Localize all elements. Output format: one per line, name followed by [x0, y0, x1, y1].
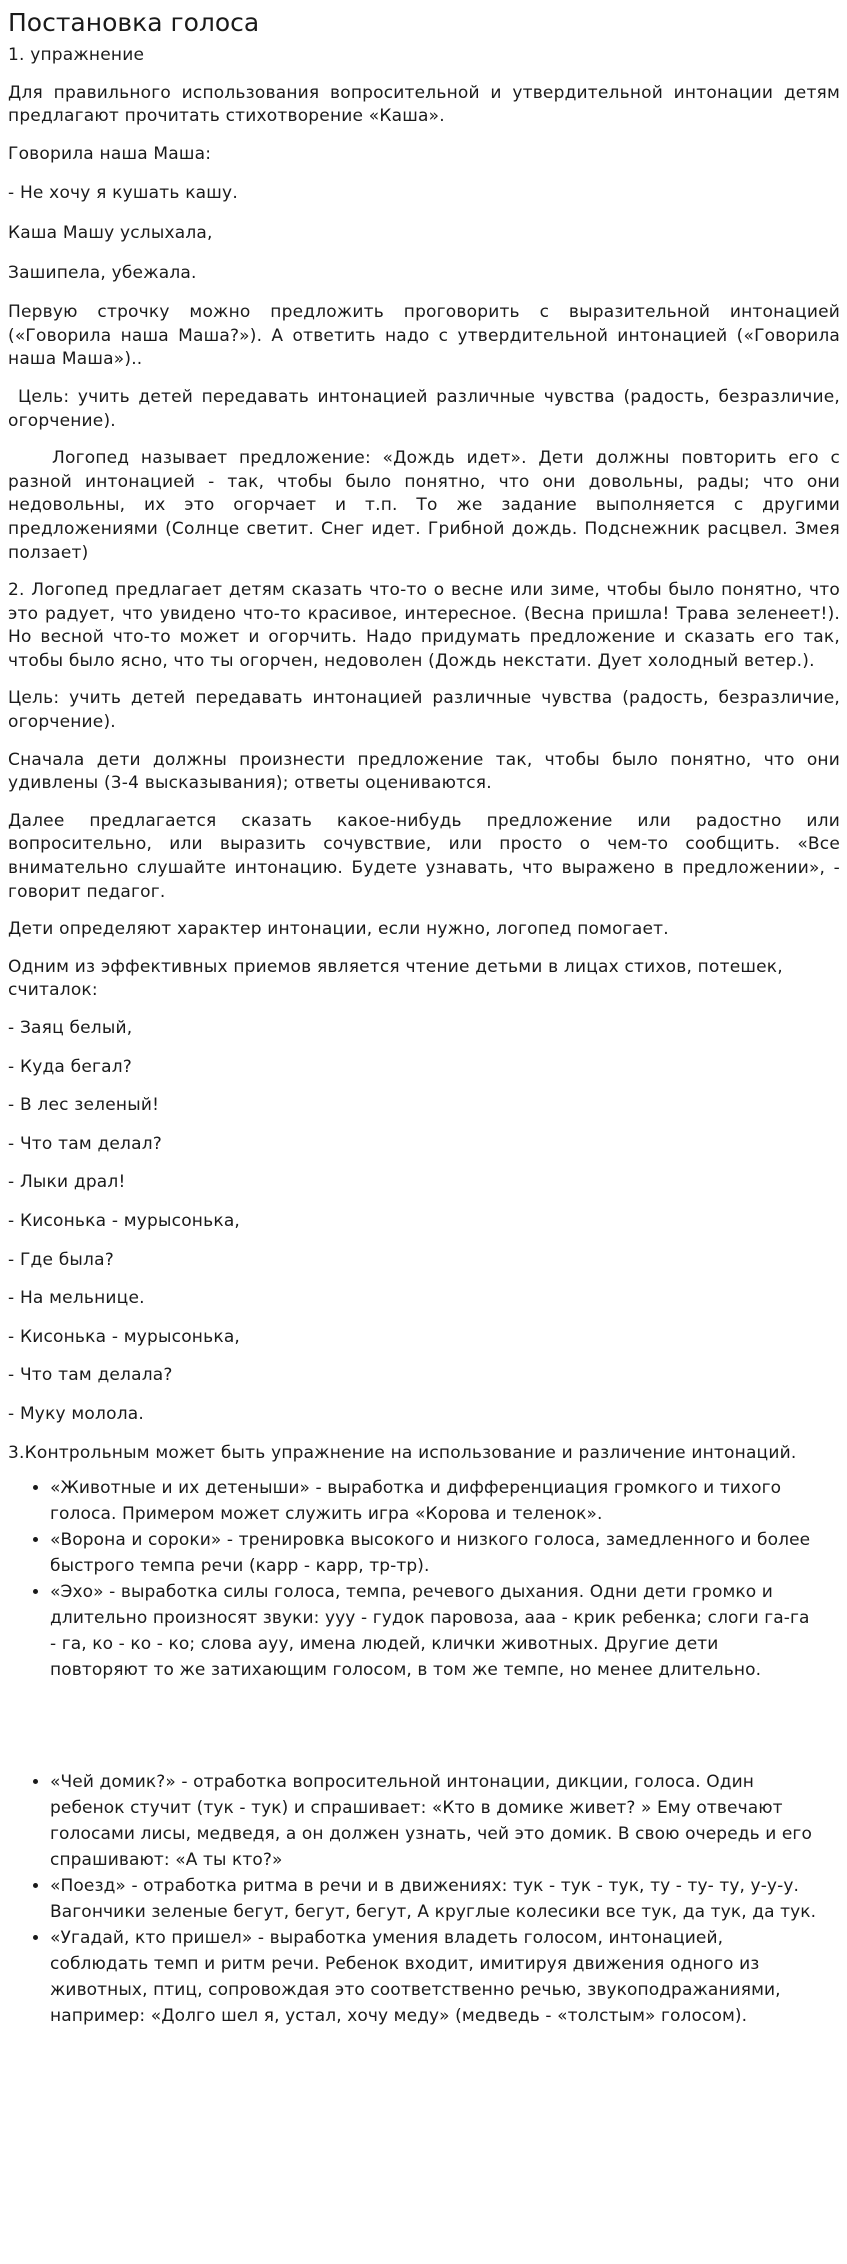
rhyme-line: - Лыки драл! — [8, 1172, 126, 1193]
rhyme-line: - Что там делал? — [8, 1133, 163, 1154]
list-item: • «Поезд» - отработка ритма в речи и в движениях: тук - тук - тук, ту - ту- ту, у-у-у. Вагончики зеленые бегут, бегут, бегут, А круглые колесики все тук, да тук, да тук. — [50, 1873, 820, 1925]
exercise-3-paragraph: 3.Контрольным может быть упражнение на использование и различение интонаций. — [8, 1442, 797, 1463]
paragraph: Одним из эффективных приемов является чтение детьми в лицах стихов, потешек, считалок: — [8, 956, 783, 1001]
paragraph: Дети определяют характер интонации, если нужно, логопед помогает. — [8, 919, 669, 940]
paragraph: Далее предлагается сказать какое-нибудь предложение или радостно или вопросительно, или выразить сочувствие, или просто о чем-то сообщить. «Все внимательно слушайте интонацию. Будете узнавать, что выражено в предложении», - говорит педагог. — [8, 810, 840, 902]
list-item: • «Чей домик?» - отработка вопросительной интонации, дикции, голоса. Один ребенок стучит (тук - тук) и спрашивает: «Кто в домике живет? » Ему отвечают голосами лисы, медведя, а он должен узнать, чей это домик. В свою очередь и его спрашивают: «А ты кто?» — [50, 1769, 820, 1873]
poem-line: Говорила наша Маша: — [8, 143, 212, 164]
paragraph: Первую строчку можно предложить проговорить с выразительной интонацией («Говорила наша Маша?»). А ответить надо с утвердительной интонацией («Говорила наша Маша»).. — [8, 302, 840, 370]
rhyme-line: - Кисонька - мурысонька, — [8, 1210, 241, 1231]
document — [8, 0, 840, 2029]
rhyme-line: - На мельнице. — [8, 1288, 145, 1309]
goal-paragraph: Цель: учить детей передавать интонацией различные чувства (радость, безразличие, огорчение). — [8, 386, 840, 431]
spacer — [8, 1683, 840, 1769]
games-list — [8, 1475, 820, 1683]
poem-line: Каша Машу услыхала, — [8, 222, 213, 243]
poem-line: Зашипела, убежала. — [8, 262, 197, 283]
exercise-2-paragraph: 2. Логопед предлагает детям сказать что-то о весне или зиме, чтобы было понятно, что это радует, что увидено что-то красивое, интересное. (Весна пришла! Трава зеленеет!). Но весной что-то может и огорчить. Надо придумать предложение и сказать его так, чтобы было ясно, что ты огорчен, недоволен (Дождь некстати. Дует холодный ветер.). — [8, 580, 840, 671]
goal-paragraph: Цель: учить детей передавать интонацией различные чувства (радость, безразличие, огорчение). — [8, 688, 840, 733]
page-title: Постановка голоса — [8, 8, 260, 37]
paragraph: Сначала дети должны произнести предложение так, чтобы было понятно, что они удивлены (3-4 высказывания); ответы оцениваются. — [8, 749, 840, 794]
rhyme-line: - Где была? — [8, 1249, 114, 1270]
rhyme-line: - Что там делала? — [8, 1365, 173, 1386]
rhyme-line: - В лес зеленый! — [8, 1095, 160, 1116]
paragraph: Логопед называет предложение: «Дождь идет». Дети должны повторить его с разной интонацией - так, чтобы было понятно, что они довольны, рады; что они недовольны, их это огорчает и т.п. То же задание выполняется с другими предложениями (Солнце светит. Снег идет. Грибной дождь. Подснежник расцвел. Змея ползает) — [8, 448, 840, 563]
list-item: • «Ворона и сороки» - тренировка высокого и низкого голоса, замедленного и более быстрого темпа речи (карр - карр, тр-тр). — [50, 1527, 820, 1579]
rhyme-line: - Заяц белый, — [8, 1018, 133, 1038]
list-item: • «Угадай, кто пришел» - выработка умения владеть голосом, интонацией, соблюдать темп и ритм речи. Ребенок входит, имитируя движения одного из животных, птиц, сопровождая это соответственно речью, звукоподражаниями, например: «Долго шел я, устал, хочу меду» (медведь - «толстым» голосом). — [50, 1925, 820, 2029]
rhyme-line: - Кисонька - мурысонька, — [8, 1326, 241, 1347]
poem-line: - Не хочу я кушать кашу. — [8, 183, 238, 204]
rhyme-line: - Куда бегал? — [8, 1056, 133, 1077]
exercise-1-heading: 1. упражнение — [8, 45, 145, 65]
games-list — [8, 1769, 820, 2029]
exercise-1-intro: Для правильного использования вопросительной и утвердительной интонации детям предлагают прочитать стихотворение «Каша». — [8, 82, 840, 127]
list-item: • «Эхо» - выработка силы голоса, темпа, речевого дыхания. Одни дети громко и длительно произносят звуки: ууу - гудок паровоза, ааа - крик ребенка; слоги га-га - га, ко - ко - ко; слова ауу, имена людей, клички животных. Другие дети повторяют то же затихающим голосом, в том же темпе, но менее длительно. — [50, 1579, 820, 1683]
list-item: • «Животные и их детеныши» - выработка и дифференциация громкого и тихого голоса. Примером может служить игра «Корова и теленок». — [50, 1475, 820, 1527]
rhyme-line: - Муку молола. — [8, 1403, 144, 1424]
